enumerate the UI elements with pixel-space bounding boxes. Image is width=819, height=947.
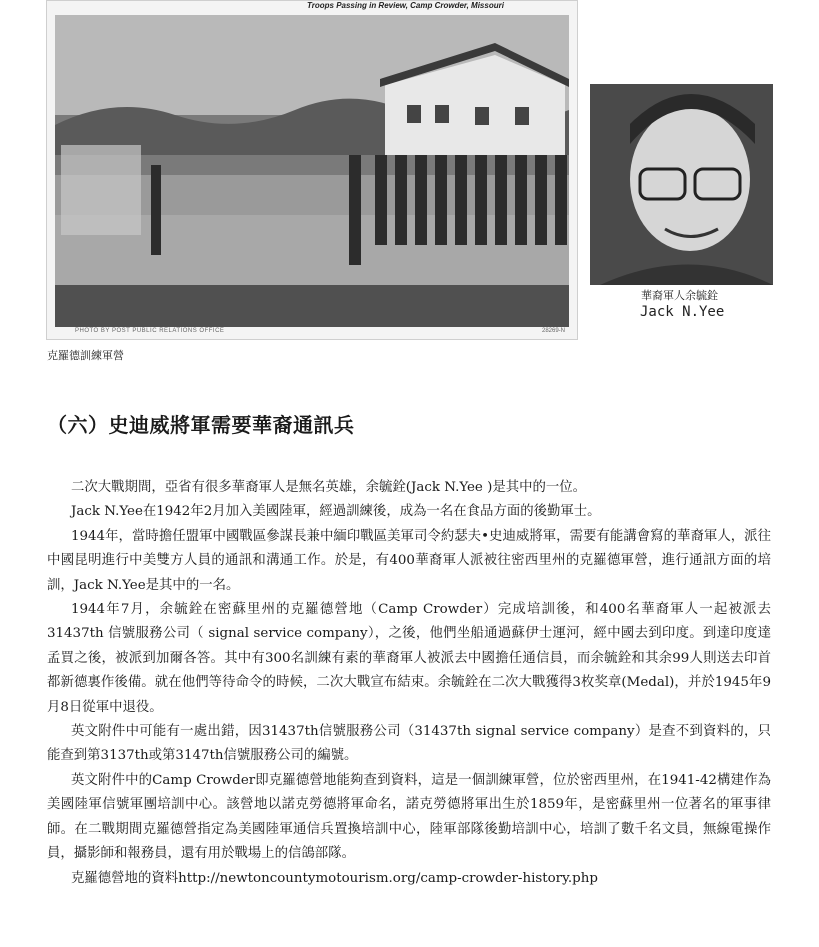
troops-review-illustration [55, 15, 569, 327]
paragraph: 英文附件中的Camp Crowder即克羅德營地能夠查到資料，這是一個訓練軍營，位於密西里州，在1941-42構建作為美國陸軍信號軍團培訓中心。該營地以諾克勞德將軍命名，諾克勞德將軍出生於1859年，是密蘇里州一位著名的軍事律師。在二戰期間克羅德營指定為美國陸軍通信兵置換培訓中心，陸軍部隊後勤培訓中心，培訓了數千名文員，無線電操作員，攝影師和報務員，還有用於戰場上的信鴿部隊。 [47, 772, 771, 862]
camp-crowder-caption: 克羅德訓練軍營 [47, 349, 124, 362]
photo-credit: PHOTO BY POST PUBLIC RELATIONS OFFICE [75, 328, 225, 334]
portrait-caption-chinese: 華裔軍人余毓銓 [641, 289, 718, 302]
photo-number: 28269-N [541, 328, 565, 334]
troops-review-image [55, 15, 569, 327]
paragraph: Jack N.Yee在1942年2月加入美國陸軍，經過訓練後，成為一名在食品方面的後勤軍士。 [71, 504, 601, 520]
paragraph: 二次大戰期間，亞省有很多華裔軍人是無名英雄，余毓銓(Jack N.Yee )是其中的一位。 [71, 480, 587, 495]
camp-crowder-photo [46, 0, 578, 340]
paragraph: 1944年，當時擔任盟軍中國戰區參謀長兼中緬印戰區美軍司令約瑟夫•史迪威將軍，需要有能講會寫的華裔軍人，派往中國昆明進行中美雙方人員的通訊和溝通工作。於是，有400華裔軍人派被往密西里州的克羅德軍營，進行通訊方面的培訓，Jack N.Yee是其中的一名。 [47, 528, 771, 593]
portrait-caption-english: Jack N.Yee [640, 304, 725, 320]
paragraph-source-link: 克羅德營地的資料http://newtoncountymotourism.org/camp-crowder-history.php [71, 870, 598, 886]
photo-caption-top: Troops Passing in Review, Camp Crowder, Missouri [307, 1, 504, 10]
paragraph: 1944年7月，余毓銓在密蘇里州的克羅德營地（Camp Crowder）完成培訓後，和400名華裔軍人一起被派去31437th 信號服務公司（ signal service company），之後，他們坐船通過蘇伊士運河，經中國去到印度。到達印度達孟買之後，被派到加爾各答。其中有300名訓練有素的華裔軍人被派去中國擔任通信員，而余毓銓和其余99人則送去印首都新德裏作後備。就在他們等待命令的時候，二次大戰宣布結束。余毓銓在二次大戰獲得3枚奖章(Medal)，并於1945年9月8日從軍中退役。 [47, 602, 771, 715]
jack-yee-portrait [590, 84, 773, 285]
article-body [47, 476, 771, 891]
section-heading: （六）史迪威將軍需要華裔通訊兵 [47, 413, 355, 437]
paragraph: 英文附件中可能有一處出錯，因31437th信號服務公司（31437th signal service company）是查不到資料的，只能查到第3137th或第3147th信號服務公司的編號。 [47, 724, 771, 764]
portrait-illustration [590, 84, 773, 285]
